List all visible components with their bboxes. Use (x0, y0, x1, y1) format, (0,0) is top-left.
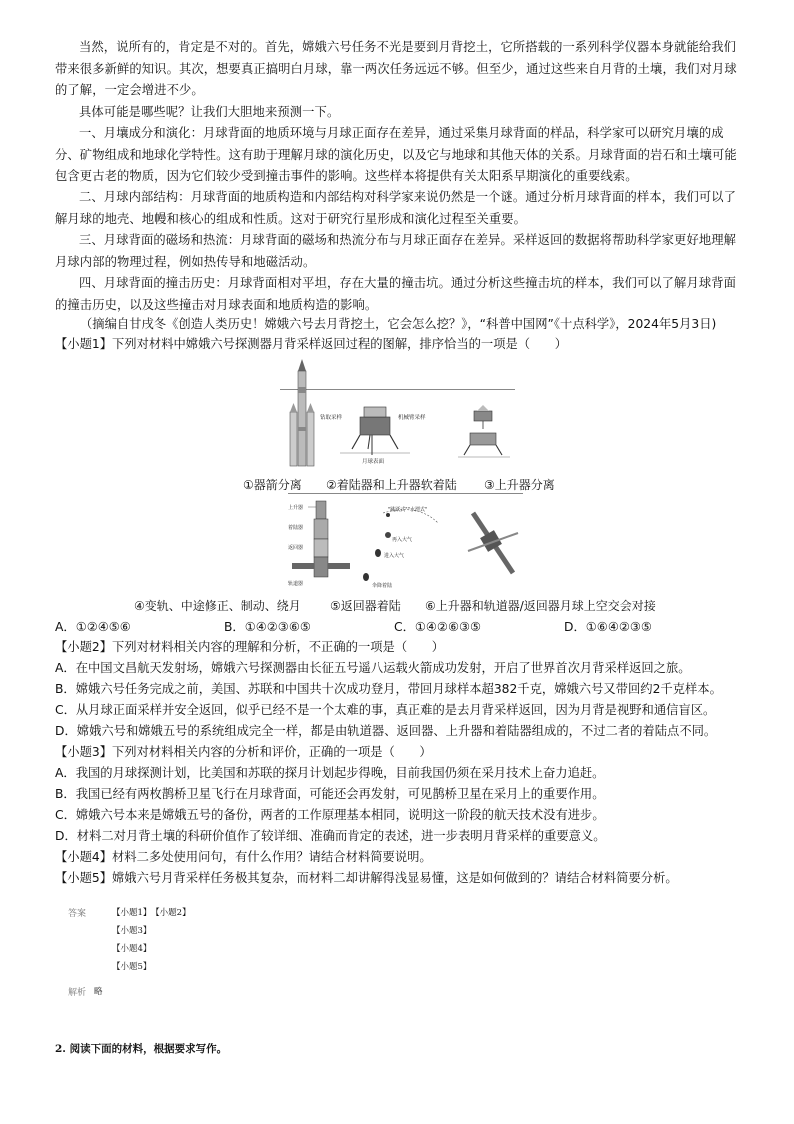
caption-3: ③上升器分离 (484, 478, 555, 492)
analysis-text: 略 (94, 987, 103, 997)
ascender-illustration (458, 405, 510, 457)
next-question-heading: 2. 阅读下面的材料，根据要求写作。 (55, 1043, 228, 1055)
caption-4: ④变轨、中途修正、制动、绕月 (134, 599, 301, 613)
paragraph-3: 一、月壤成分和演化：月球背面的地质环境与月球正面存在差异，通过采集月球背面的样品，科学家可以研究月壤的成分、矿物组成和地球化学特性。这有助于理解月球的演化历史，以及它与地球和其他天体的关系。月球背面的岩石和土壤可能包含更古老的物质，因为它们较少受到撞击事件的影响。这些样本将提供有关太阳系早期演化的重要线索。 (55, 126, 737, 183)
question-3-stem: 【小题3】下列对材料相关内容的分析和评价，正确的一项是（ ） (55, 745, 432, 759)
answer-label: 答案 (68, 909, 87, 919)
label-parachute: 伞降着陆 (372, 583, 393, 589)
q2-option-d: D．嫦娥六号和嫦娥五号的系统组成完全一样，都是由轨道器、返回器、上升器和着陆器组成的，不过二者的着陆点不同。 (55, 724, 717, 738)
answer-row-1 (112, 906, 195, 918)
paragraph-1: 当然，说所有的，肯定是不对的。首先，嫦娥六号任务不光是要到月背挖土，它所搭载的一系列科学仪器本身就能给我们带来很多新鲜的知识。其次，想要真正搞明白月球，靠一两次任务远远不够。但至少，通过这些来自月背的土壤，我们对月球的了解，一定会增进不少。 (55, 40, 737, 97)
q1-option-b: B．①④②③⑥⑤ (224, 620, 311, 634)
label-skip: "跳跃式""水漂式" (388, 507, 428, 513)
question-2-stem: 【小题2】下列对材料相关内容的理解和分析，不正确的一项是（ ） (55, 640, 445, 654)
label-riser: 上升器 (288, 505, 304, 511)
stack-illustration (288, 501, 350, 587)
caption-1: ①器箭分离 (243, 478, 302, 492)
label-surface: 月球表面 (362, 459, 385, 465)
label-lander: 着陆器 (288, 525, 304, 531)
q1-option-a: A．①②④⑤⑥ (55, 620, 131, 634)
rocket-illustration (290, 359, 314, 466)
label-enter-atm: 进入大气 (384, 553, 405, 559)
q2-option-a: A．在中国文昌航天发射场，嫦娥六号探测器由长征五号遥八运载火箭成功发射，开启了世界首次月背采样返回之旅。 (55, 661, 691, 675)
lander-illustration (320, 407, 426, 465)
label-orbiter: 轨道器 (288, 581, 304, 587)
figure-launch-landing (280, 357, 515, 472)
answer-q5: 【小题5】 (112, 962, 152, 972)
answer-q3: 【小题3】 (112, 926, 152, 936)
paragraph-4: 二、月球内部结构：月球背面的地质构造和内部结构对科学家来说仍然是一个谜。通过分析月球背面的样本，我们可以了解月球的地壳、地幔和核心的组成和性质。这对于研究行星形成和演化过程至关重要。 (55, 190, 737, 226)
question-1-stem: 【小题1】下列对材料中嫦娥六号探测器月背采样返回过程的图解，排序恰当的一项是（ ） (55, 337, 567, 351)
paragraph-5: 三、月球背面的磁场和热流：月球背面的磁场和热流分布与月球正面存在差异。采样返回的数据将帮助科学家更好地理解月球内部的物理过程，例如热传导和地磁活动。 (55, 233, 737, 269)
answer-q2: 【小题2】 (155, 908, 191, 918)
figure-orbit-return (288, 493, 523, 593)
q3-option-b: B．我国已经有两枚鹊桥卫星飞行在月球背面，可能还会再发射，可见鹊桥卫星在采月上的重要作用。 (55, 787, 605, 801)
q2-option-c: C．从月球正面采样并安全返回，似乎已经不是一个太难的事，真正难的是去月背采样返回，因为月背是视野和通信盲区。 (55, 703, 716, 717)
paragraph-2: 具体可能是哪些呢？让我们大胆地来预测一下。 (79, 105, 340, 119)
answer-q4: 【小题4】 (112, 944, 152, 954)
analysis-label: 解析 (68, 988, 87, 998)
docking-illustration (468, 513, 518, 573)
caption-2: ②着陆器和上升器软着陆 (326, 478, 457, 492)
q3-option-a: A．我国的月球探测计划，比美国和苏联的探月计划起步得晚，目前我国仍须在采月技术上奋力追赶。 (55, 766, 605, 780)
q3-option-d: D．材料二对月背土壤的科研价值作了较详细、准确而肯定的表述，进一步表明月背采样的重要意义。 (55, 829, 606, 843)
question-4-stem: 【小题4】材料二多处使用问句，有什么作用？请结合材料简要说明。 (55, 850, 432, 864)
reentry-illustration (363, 506, 438, 589)
label-reentry: 再入大气 (392, 537, 413, 543)
figure-bottom-border (288, 493, 523, 494)
caption-5: ⑤返回器着陆 (330, 599, 401, 613)
question-5-stem: 【小题5】嫦娥六号月背采样任务极其复杂，而材料二却讲解得浅显易懂，这是如何做到的？请结合材料简要分析。 (55, 871, 678, 885)
source-citation: （摘编自甘戌冬《创造人类历史！嫦娥六号去月背挖土，它会怎么挖？》，“科普中国网”《十点科学》，2024年5月3日) (80, 317, 717, 331)
figure-top-border (280, 389, 515, 390)
paragraph-6: 四、月球背面的撞击历史：月球背面相对平坦，存在大量的撞击坑。通过分析这些撞击坑的样本，我们可以了解月球背面的撞击历史，以及这些撞击对月球表面和地质构造的影响。 (55, 276, 737, 312)
label-drill: 钻取采样 (320, 415, 343, 421)
q1-option-c: C．①④②⑥③⑤ (394, 620, 482, 634)
q1-option-d: D．①⑥④②③⑤ (564, 620, 652, 634)
label-returner: 返回器 (288, 545, 304, 551)
answer-q1: 【小题1】 (112, 908, 152, 918)
q3-option-c: C．嫦娥六号本来是嫦娥五号的备份，两者的工作原理基本相同，说明这一阶段的航天技术没有进步。 (55, 808, 605, 822)
q2-option-b: B．嫦娥六号任务完成之前，美国、苏联和中国共十次成功登月，带回月球样本超382千克，嫦娥六号又带回约2千克样本。 (55, 682, 722, 696)
caption-6: ⑥上升器和轨道器/返回器月球上空交会对接 (425, 599, 656, 613)
label-arm: 机械臂采样 (398, 415, 426, 421)
